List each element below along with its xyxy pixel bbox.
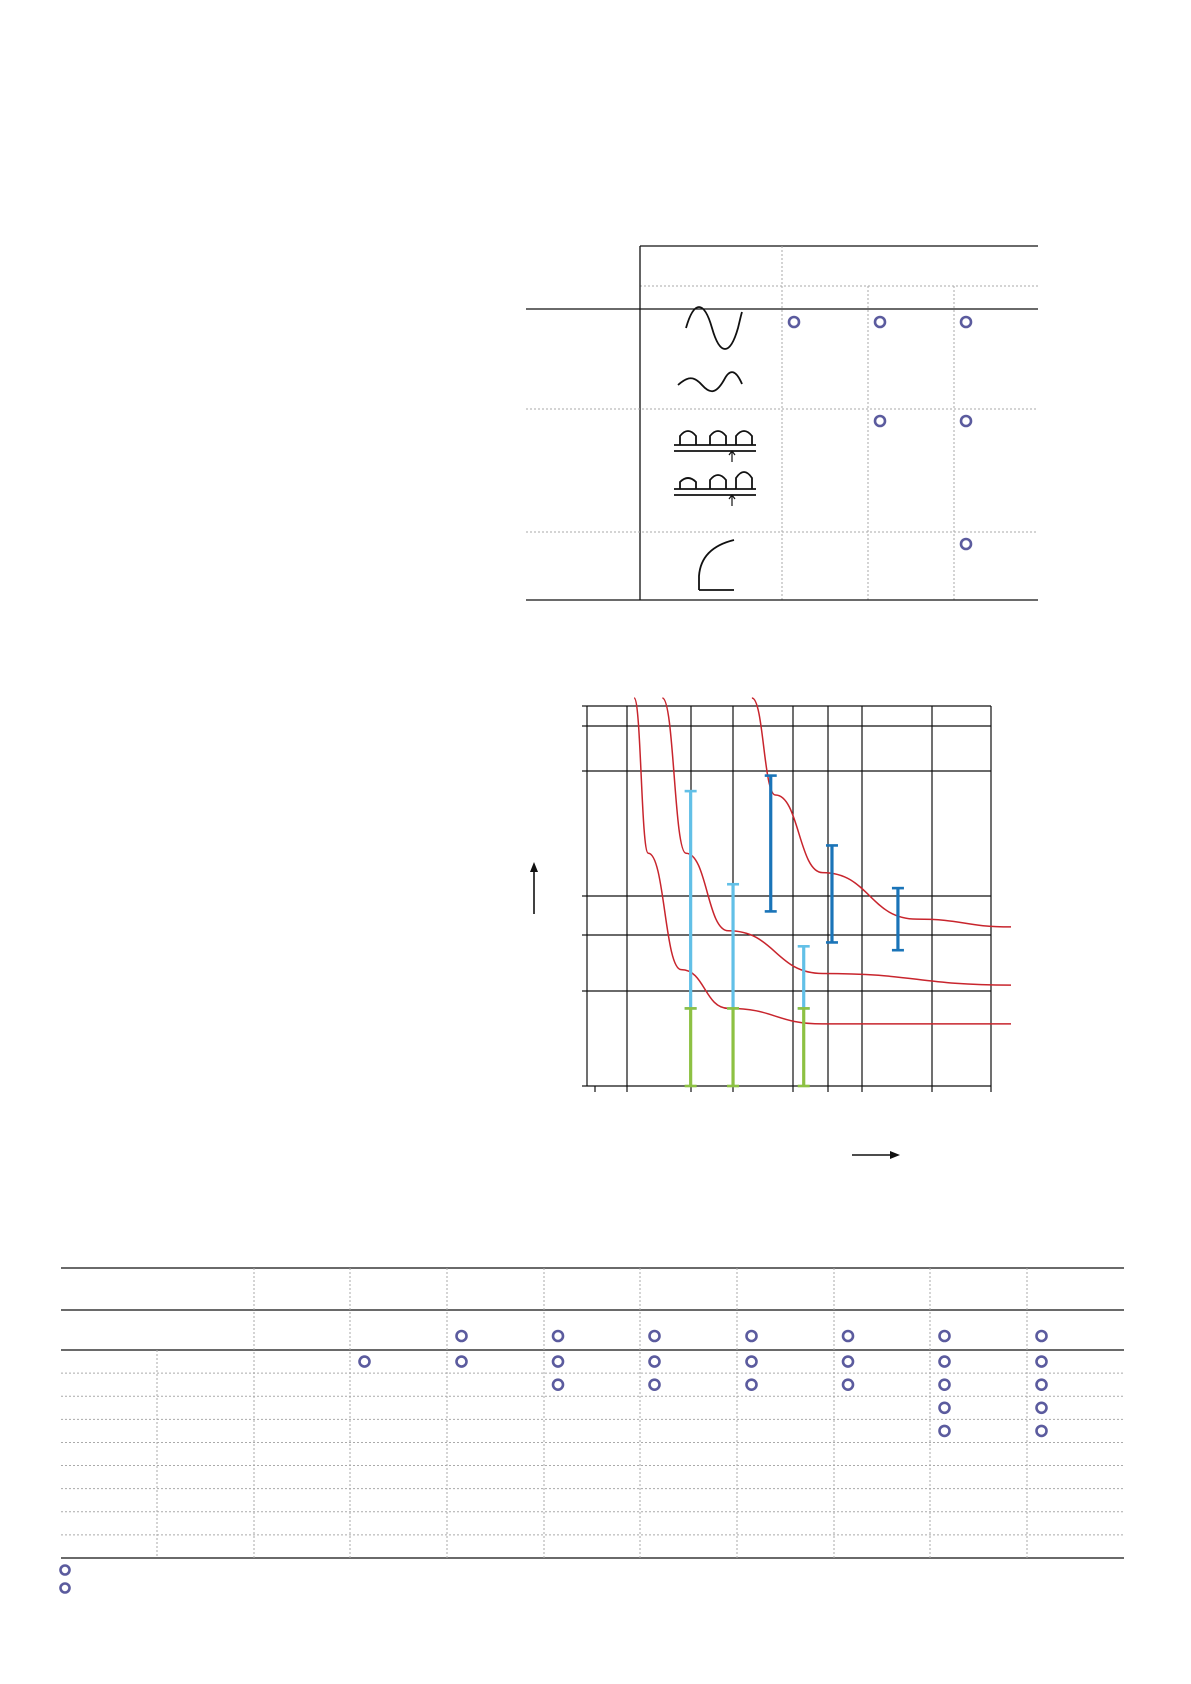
availability-mark-icon	[747, 1380, 757, 1390]
availability-mark-icon	[360, 1357, 370, 1367]
availability-mark-icon	[747, 1331, 757, 1341]
availability-mark-icon	[553, 1380, 563, 1390]
legend-mark-icon	[61, 1584, 70, 1593]
availability-mark-icon	[843, 1331, 853, 1341]
availability-mark-icon	[940, 1426, 950, 1436]
availability-mark-icon	[553, 1331, 563, 1341]
lower-table-grid	[61, 1268, 1124, 1558]
lower-table-marks	[360, 1331, 1047, 1436]
availability-mark-icon	[457, 1357, 467, 1367]
availability-mark-icon	[940, 1331, 950, 1341]
availability-mark-icon	[843, 1380, 853, 1390]
availability-mark-icon	[1037, 1357, 1047, 1367]
availability-mark-icon	[1037, 1426, 1047, 1436]
availability-mark-icon	[1037, 1331, 1047, 1341]
availability-mark-icon	[553, 1357, 563, 1367]
availability-mark-icon	[650, 1357, 660, 1367]
availability-mark-icon	[650, 1331, 660, 1341]
legend-mark-icon	[61, 1566, 70, 1575]
availability-mark-icon	[940, 1357, 950, 1367]
availability-mark-icon	[747, 1357, 757, 1367]
availability-mark-icon	[940, 1403, 950, 1413]
availability-mark-icon	[843, 1357, 853, 1367]
availability-mark-icon	[1037, 1380, 1047, 1390]
legend-marks	[61, 1566, 70, 1593]
availability-mark-icon	[650, 1380, 660, 1390]
availability-mark-icon	[940, 1380, 950, 1390]
availability-mark-icon	[1037, 1403, 1047, 1413]
availability-mark-icon	[457, 1331, 467, 1341]
